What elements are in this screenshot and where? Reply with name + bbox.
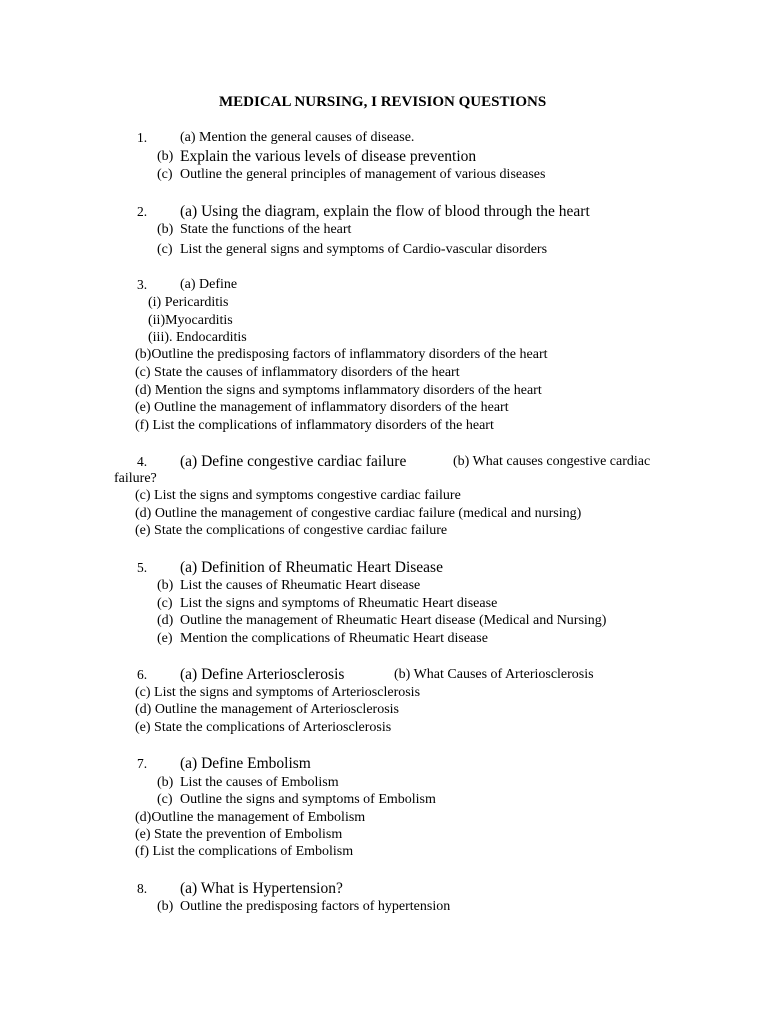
q6-number: 6.: [137, 667, 148, 682]
page-title: MEDICAL NURSING, I REVISION QUESTIONS: [219, 94, 547, 110]
q8-number: 8.: [137, 881, 148, 896]
q3-part-a-iii: (iii). Endocarditis: [148, 330, 247, 345]
q1-number: 1.: [137, 130, 148, 145]
q4-part-a: (a) Define congestive cardiac failure: [180, 453, 407, 470]
q4-part-b: (b) What causes congestive cardiac: [453, 454, 651, 469]
q2-part-c: List the general signs and symptoms of Cardio-vascular disorders: [180, 242, 548, 257]
q7-part-e: (e) State the prevention of Embolism: [135, 827, 343, 842]
q5-part-b: List the causes of Rheumatic Heart disease: [180, 578, 421, 593]
q1-part-b-label: (b): [157, 149, 174, 164]
q5-part-c-label: (c): [157, 596, 173, 611]
q2-number: 2.: [137, 204, 148, 219]
q7-part-a: (a) Define Embolism: [180, 755, 311, 772]
q7-number: 7.: [137, 756, 148, 771]
q3-part-a-ii: (ii)Myocarditis: [148, 313, 233, 328]
q3-part-d: (d) Mention the signs and symptoms inflammatory disorders of the heart: [135, 383, 542, 398]
q4-part-c: (c) List the signs and symptoms congestive cardiac failure: [135, 488, 461, 503]
q5-part-d-label: (d): [157, 613, 174, 628]
q3-part-f: (f) List the complications of inflammatory disorders of the heart: [135, 418, 494, 433]
q2-part-b-label: (b): [157, 222, 174, 237]
q4-part-b-continued: failure?: [114, 471, 157, 486]
q1-part-c-label: (c): [157, 167, 173, 182]
q7-part-b-label: (b): [157, 775, 174, 790]
q6-part-b: (b) What Causes of Arteriosclerosis: [394, 667, 594, 682]
q4-part-e: (e) State the complications of congestive cardiac failure: [135, 523, 448, 538]
q7-part-c-label: (c): [157, 792, 173, 807]
q2-part-b: State the functions of the heart: [180, 222, 352, 237]
q5-part-d: Outline the management of Rheumatic Heart disease (Medical and Nursing): [180, 613, 607, 628]
q5-part-b-label: (b): [157, 578, 174, 593]
q3-part-e: (e) Outline the management of inflammatory disorders of the heart: [135, 400, 509, 415]
q7-part-c: Outline the signs and symptoms of Embolism: [180, 792, 436, 807]
q7-part-b: List the causes of Embolism: [180, 775, 339, 790]
q2-part-c-label: (c): [157, 242, 173, 257]
q6-part-c: (c) List the signs and symptoms of Arteriosclerosis: [135, 685, 421, 700]
q5-part-c: List the signs and symptoms of Rheumatic Heart disease: [180, 596, 498, 611]
q5-part-e: Mention the complications of Rheumatic Heart disease: [180, 631, 488, 646]
q7-part-f: (f) List the complications of Embolism: [135, 844, 354, 859]
q5-part-e-label: (e): [157, 631, 173, 646]
q8-part-b-label: (b): [157, 899, 174, 914]
q3-number: 3.: [137, 277, 148, 292]
q1-part-b: Explain the various levels of disease prevention: [180, 148, 477, 165]
q2-part-a: (a) Using the diagram, explain the flow of blood through the heart: [180, 203, 590, 220]
q6-part-d: (d) Outline the management of Arteriosclerosis: [135, 702, 399, 717]
q3-part-c: (c) State the causes of inflammatory disorders of the heart: [135, 365, 460, 380]
q4-part-d: (d) Outline the management of congestive cardiac failure (medical and nursing): [135, 506, 582, 521]
q4-number: 4.: [137, 454, 148, 469]
q1-part-a: (a) Mention the general causes of disease.: [180, 130, 415, 145]
q7-part-d: (d)Outline the management of Embolism: [135, 810, 366, 825]
q5-part-a: (a) Definition of Rheumatic Heart Disease: [180, 559, 443, 576]
q1-part-c: Outline the general principles of management of various diseases: [180, 167, 546, 182]
q6-part-e: (e) State the complications of Arteriosclerosis: [135, 720, 392, 735]
q3-part-b: (b)Outline the predisposing factors of inflammatory disorders of the heart: [135, 347, 548, 362]
q3-part-a-i: (i) Pericarditis: [148, 295, 229, 310]
q8-part-a: (a) What is Hypertension?: [180, 880, 343, 897]
q3-part-a: (a) Define: [180, 277, 238, 292]
q5-number: 5.: [137, 560, 148, 575]
q8-part-b: Outline the predisposing factors of hypertension: [180, 899, 451, 914]
q6-part-a: (a) Define Arteriosclerosis: [180, 666, 345, 683]
